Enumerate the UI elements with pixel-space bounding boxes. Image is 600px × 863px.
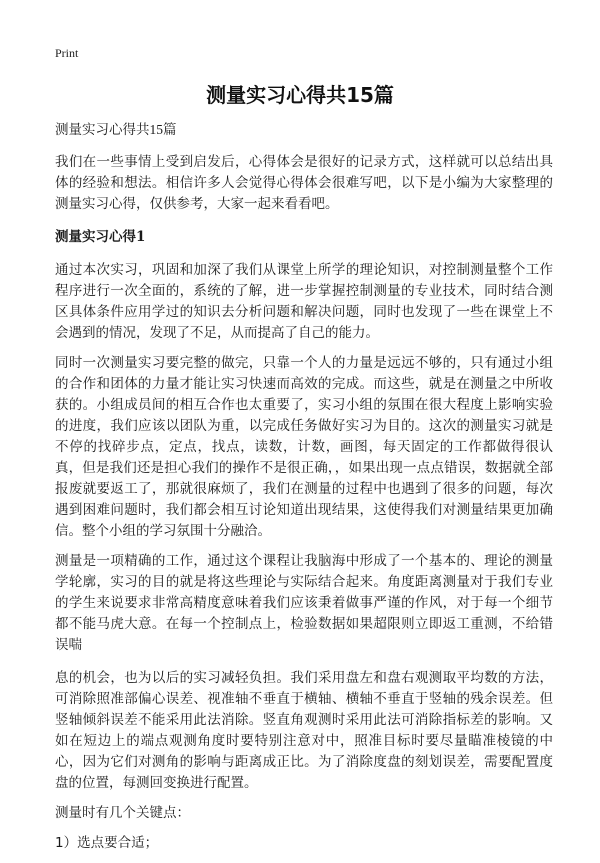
body-paragraph-5: 测量时有几个关键点：	[55, 805, 190, 821]
body-paragraph-3: 测量是一项精确的工作，通过这个课程让我脑海中形成了一个基本的、理论的测量学轮廓，实习的目的就是将这些理论与实际结合起来。角度距离测量对于我们专业的学生来说要求非常高精度意味着我们应该秉着做事严谨的作风，对于每一个细节都不能马虎大意。在每一个控制点上，检验数据如果超限则立即返工重测，不给错误喘	[55, 553, 553, 653]
body-paragraph-6: 1）选点要合适；	[55, 835, 159, 851]
body-paragraph-2: 同时一次测量实习要完整的做完，只靠一个人的力量是远远不够的，只有通过小组的合作和团体的力量才能让实习快速而高效的完成。而这些，就是在测量之中所收获的。小组成员间的相互合作也太重要了，实习小组的氛围在很大程度上影响实验的进度，我们应该以团队为重，以完成任务做好实习为目的。这次的测量实习就是不停的找碎步点，定点，找点，读数，计数，画图，每天固定的工作都做得很认真，但是我们还是担心我们的操作不是很正确，，如果出现一点点错误，数据就全部报废就要返工了，那就很麻烦了，我们在测量的过程中也遇到了很多的问题，每次遇到困难问题时，我们都会相互讨论知道出现结果，这使得我们对测量结果更加确信。整个小组的学习氛围十分融洽。	[55, 355, 553, 539]
body-paragraph-4: 息的机会，也为以后的实习减轻负担。我们采用盘左和盘右观测取平均数的方法，可消除照准部偏心误差、视准轴不垂直于横轴、横轴不垂直于竖轴的残余误差。但竖轴倾斜误差不能采用此法消除。竖直角观测时采用此法可消除指标差的影响。又如在短边上的端点观测角度时要特别注意对中，照准目标时要尽量瞄准棱镜的中心，因为它们对测角的影响与距离成正比。为了消除度盘的刻划误差，需要配置度盘的位置，每测回变换进行配置。	[55, 670, 553, 791]
print-label: Print	[55, 46, 79, 60]
document-subtitle: 测量实习心得共15篇	[55, 122, 177, 137]
document-body	[55, 119, 553, 863]
section-heading: 测量实习心得1	[55, 229, 146, 245]
document-title: 测量实习心得共15篇	[206, 83, 394, 107]
intro-paragraph: 我们在一些事情上受到启发后，心得体会是很好的记录方式，这样就可以总结出具体的经验和想法。相信许多人会觉得心得体会很难写吧，以下是小编为大家整理的测量实习心得，仅供参考，大家一起来看看吧。	[55, 154, 553, 212]
body-paragraph-1: 通过本次实习，巩固和加深了我们从课堂上所学的理论知识，对控制测量整个工作程序进行一次全面的，系统的了解，进一步掌握控制测量的专业技术，同时结合测区具体条件应用学过的知识去分析问题和解决问题，同时也发现了一些在课堂上不会遇到的情况，发现了不足，从而提高了自己的能力。	[55, 262, 553, 341]
